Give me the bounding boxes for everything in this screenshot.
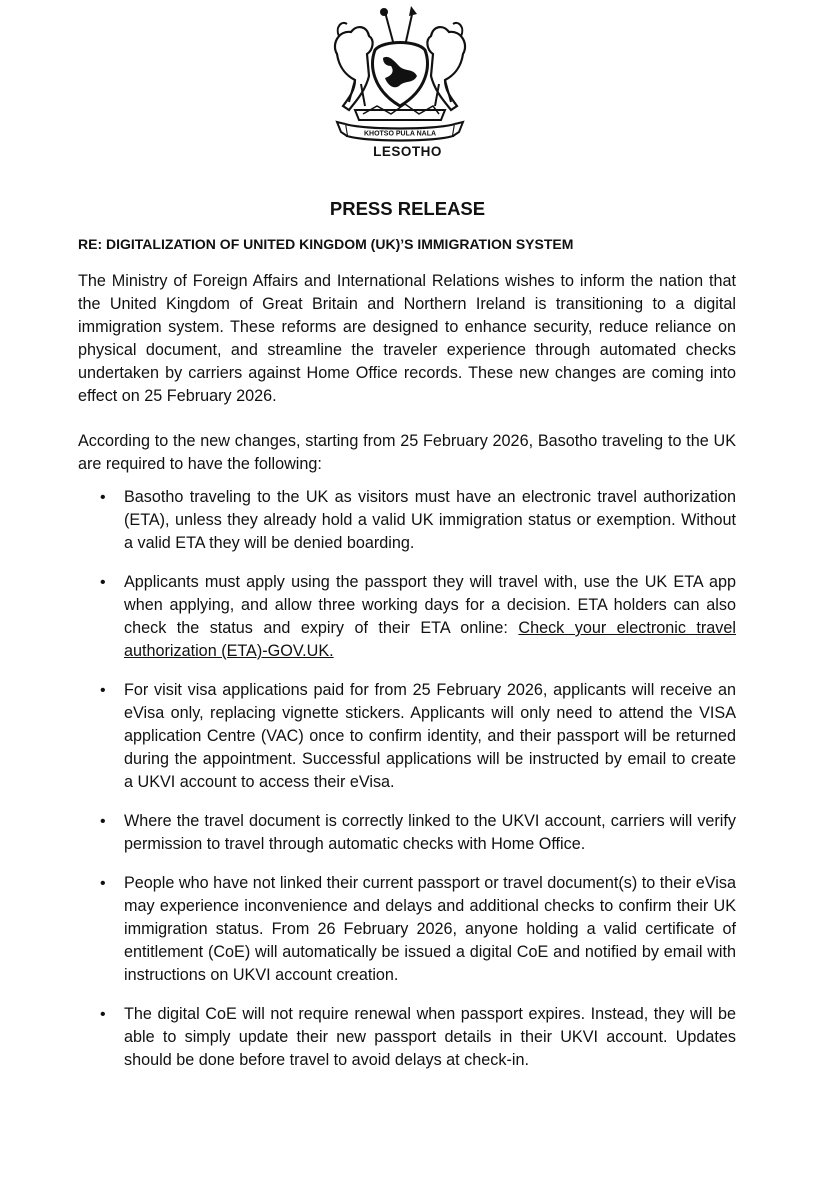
coat-of-arms-icon: [325, 6, 475, 144]
list-item-text: For visit visa applications paid for from 25 February 2026, applicants will receive an eVisa only, replacing vignette stickers. Applicants will only need to attend the VISA application Centre (VAC) once to confirm identity, and their passport will be returned during the appointment. Successful applications will be instructed by email to create a UKVI account to access their eVisa.: [124, 681, 736, 791]
list-item-carrier-checks: [78, 810, 736, 856]
list-item-digital-coe: [78, 1003, 736, 1072]
list-item-unlinked-documents: [78, 872, 736, 987]
list-item-evisa: [78, 679, 736, 794]
bullet-point-icon: •: [100, 875, 106, 892]
list-item-text: Where the travel document is correctly linked to the UKVI account, carriers will verify permission to travel through automatic checks with Home Office.: [124, 812, 736, 853]
subject-line: RE: DIGITALIZATION OF UNITED KINGDOM (UK)’S IMMIGRATION SYSTEM: [78, 236, 574, 252]
page-title: PRESS RELEASE: [329, 198, 486, 219]
list-item-text: People who have not linked their current passport or travel document(s) to their eVisa may experience inconvenience and delays and additional checks to confirm their UK immigration status. From 26 February 2026, anyone holding a valid certificate of entitlement (CoE) will automatically be issued a digital CoE and notified by email with instructions on UKVI account creation.: [124, 874, 736, 984]
list-item-application-process: [78, 571, 736, 663]
bullet-point-icon: •: [100, 1006, 106, 1023]
intro-paragraph: The Ministry of Foreign Affairs and International Relations wishes to inform the nation that the United Kingdom of Great Britain and Northern Ireland is transitioning to a digital immigration system. These reforms are designed to enhance security, reduce reliance on physical document, and streamline the traveler experience through automated checks undertaken by carriers against Home Office records. These new changes are coming into effect on 25 February 2026.: [78, 272, 736, 405]
list-item-text: Applicants must apply using the passport they will travel with, use the UK ETA app when applying, and allow three working days for a decision. ETA holders can also check the status and expiry of their ETA online:: [124, 573, 736, 637]
bullet-point-icon: •: [100, 489, 106, 506]
list-item-text: Basotho traveling to the UK as visitors must have an electronic travel authorization (ETA), unless they already hold a valid UK immigration status or exemption. Without a valid ETA they will be denied boarding.: [124, 488, 736, 552]
bullet-point-icon: •: [100, 813, 106, 830]
country-name: LESOTHO: [373, 144, 442, 159]
list-item-eta-requirement: [78, 486, 736, 555]
emblem-motto-text: KHOTSO PULA NALA: [363, 130, 437, 138]
requirements-intro-paragraph: According to the new changes, starting from 25 February 2026, Basotho traveling to the UK are required to have the following:: [78, 432, 736, 473]
list-item-text: The digital CoE will not require renewal when passport expires. Instead, they will be able to simply update their new passport details in their UKVI account. Updates should be done before travel to avoid delays at check-in.: [124, 1005, 736, 1069]
eta-check-link[interactable]: Check your electronic travel authorization (ETA)-GOV.UK.: [124, 619, 737, 660]
bullet-point-icon: •: [100, 682, 106, 699]
requirements-list: [78, 486, 736, 1088]
bullet-point-icon: •: [100, 574, 106, 591]
